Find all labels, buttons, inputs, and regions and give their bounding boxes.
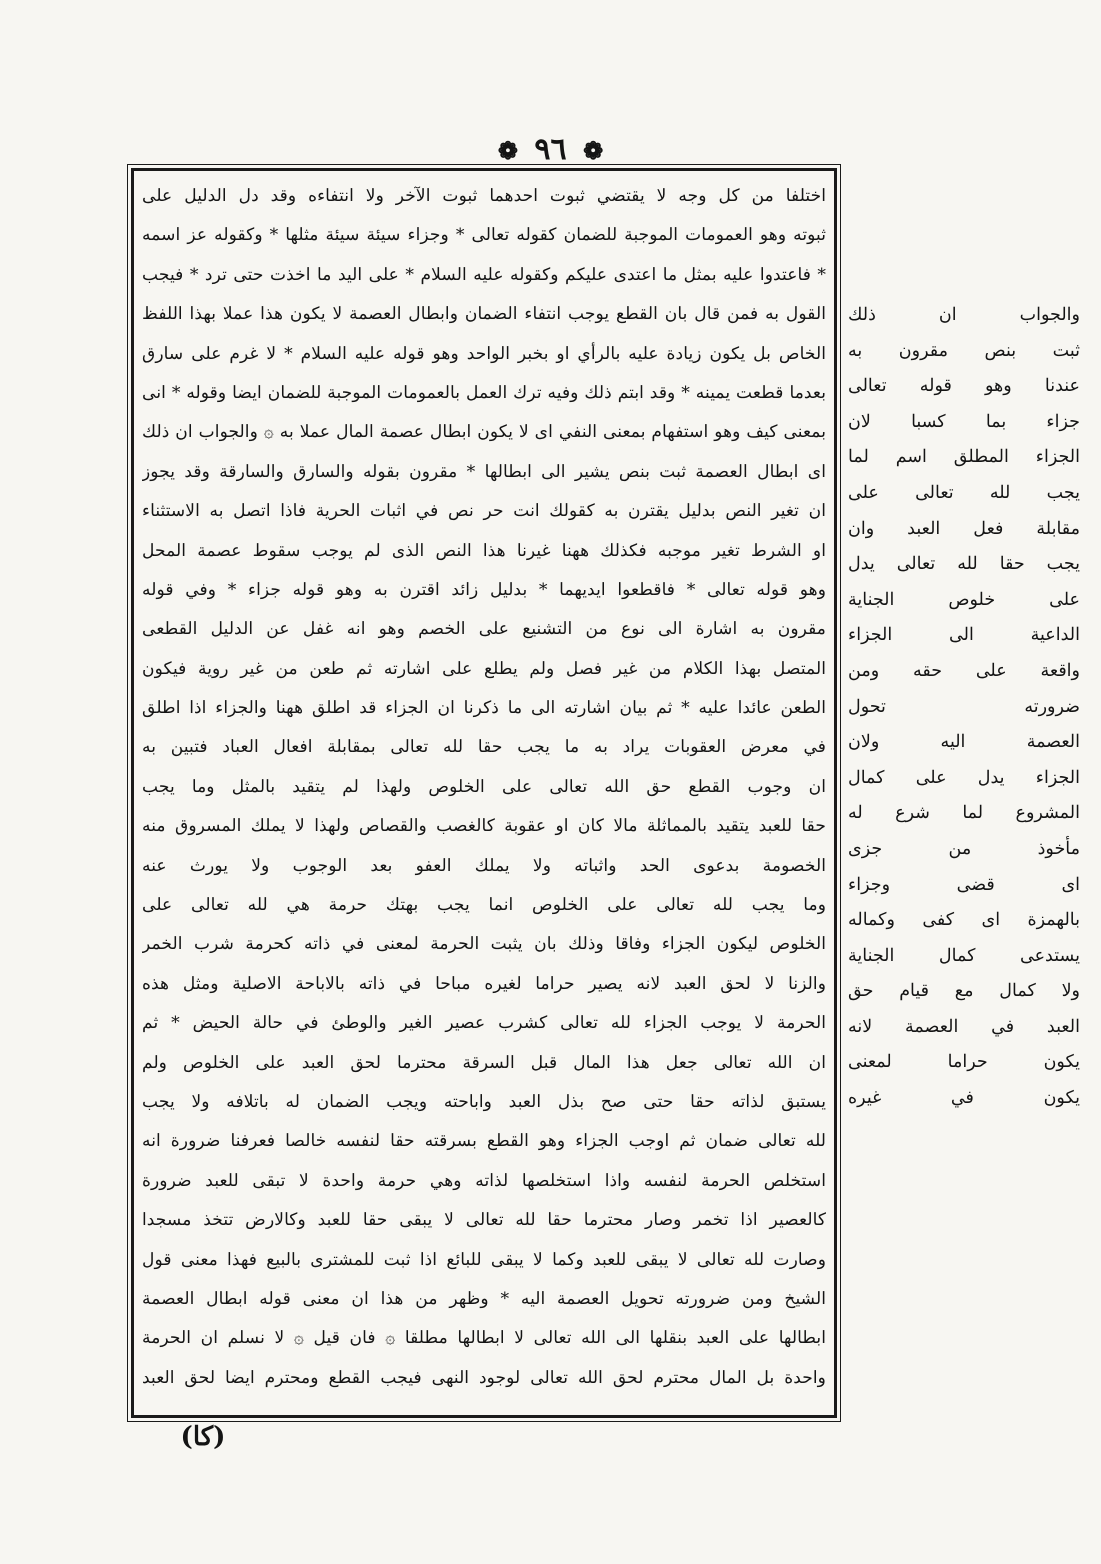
ornament-right-icon: ❁ xyxy=(583,136,604,165)
main-text-line: كالعصير اذا تخمر وصار محترما حقا لله تعالى لا يبقى حقا للعبد وكالارض تتخذ مسجدا xyxy=(142,1210,826,1231)
ornament-left-icon: ❁ xyxy=(497,136,518,165)
main-text-line: الخلوص ليكون الجزاء وفاقا وذلك بان يثبت الحرمة لمعنى في ذاته كحرمة شرب الخمر xyxy=(142,934,826,955)
margin-note-line: الداعية الى الجزاء xyxy=(848,625,1080,646)
margin-note-line: عندنا وهو قوله تعالى xyxy=(848,376,1080,397)
main-text-line: الطعن عائدا عليه * ثم بيان اشارته الى ما ذكرنا ان الجزاء قد اطلق ههنا والجزاء اذا اطلق xyxy=(142,698,826,719)
main-text-line: المتصل بهذا الكلام من غير فصل ولم يطلع على اشارته ثم طعن من غير روية فيكون xyxy=(142,658,826,679)
main-text-line: ان وجوب القطع حق الله تعالى على الخلوص ولهذا لم يتقيد بالمثل وما يجب xyxy=(142,776,826,797)
margin-commentary xyxy=(848,298,1080,1117)
margin-note-line: جزاء بما كسبا لان xyxy=(848,411,1080,432)
margin-note-line: يجب لله تعالى على xyxy=(848,482,1080,503)
margin-note-line: واقعة على حقه ومن xyxy=(848,660,1080,681)
main-text-line: حقا للعبد يتقيد بالمماثلة مالا كان او عقوبة كالغصب والقصاص ولهذا لا يملك المسروق منه xyxy=(142,816,826,837)
main-text-line: الحرمة لا يوجب الجزاء لله تعالى كشرب عصير الغير والوطئ في حالة الحيض * ثم xyxy=(142,1013,826,1034)
main-text-line: بمعنى كيف وهو استفهام بمعنى النفي اى لا يكون ابطال عصمة المال عملا به ۞ والجواب ان ذلك xyxy=(142,422,826,443)
margin-note-line: على خلوص الجناية xyxy=(848,589,1080,610)
main-text-body xyxy=(142,177,826,1409)
margin-note-line: اى قضى وجزاء xyxy=(848,874,1080,895)
main-text-line: او الشرط تغير موجبه فكذلك ههنا غيرنا هذا النص الذى لم يوجب سقوط عصمة المحل xyxy=(142,540,826,561)
main-text-line: ثبوته وهو العمومات الموجبة للضمان كقوله تعالى * وجزاء سيئة سيئة مثلها * وكقوله عز اسمه xyxy=(142,225,826,246)
main-text-line: في معرض العقوبات يراد به ما يجب حقا لله تعالى بمقابلة افعال العباد فتبين به xyxy=(142,737,826,758)
main-text-line: مقرون به اشارة الى نوع من التشنيع على الخصم وهو انه غفل عن الدليل القطعى xyxy=(142,619,826,640)
margin-note-line: بالهمزة اى كفى وكماله xyxy=(848,910,1080,931)
page-number: ٩٦ xyxy=(534,132,567,167)
margin-note-line: الجزاء المطلق اسم لما xyxy=(848,447,1080,468)
margin-note-line: المشروع لما شرع له xyxy=(848,803,1080,824)
margin-note-line: ضرورته تحول xyxy=(848,696,1080,717)
margin-note-line: والجواب ان ذلك xyxy=(848,305,1080,325)
margin-note-line: مأخوذ من جزى xyxy=(848,838,1080,859)
main-text-line: اختلفا من كل وجه لا يقتضي ثبوت احدهما ثبوت الآخر ولا انتفاءه وقد دل الدليل على xyxy=(142,186,826,206)
margin-note-line: يستدعى كمال الجناية xyxy=(848,945,1080,966)
margin-note-line: الجزاء يدل على كمال xyxy=(848,767,1080,788)
main-text-frame xyxy=(131,168,837,1418)
main-text-line: ان تغير النص بدليل يقترن به كقولك انت حر نص في اثبات الحرية فاذا اتصل به الاستثناء xyxy=(142,501,826,522)
margin-note-line: ولا كمال مع قيام حق xyxy=(848,981,1080,1002)
signature-mark: (كا) xyxy=(180,1422,226,1452)
main-text-line: الخاص بل يكون زيادة عليه بالرأي او بخبر الواحد وهو قوله عليه السلام * لا غرم على سارق xyxy=(142,343,826,364)
margin-note-line: ثبت بنص مقرون به xyxy=(848,340,1080,361)
main-text-line: استخلص الحرمة لنفسه واذا استخلصها لذاته وهي حرمة واحدة لا تبقى للعبد ضرورة xyxy=(142,1170,826,1191)
main-text-line: وصارت لله تعالى لا يبقى للعبد وكما لا يبقى للبائع اذا ثبت للمشترى بالبيع فهذا معنى قول xyxy=(142,1249,826,1270)
page-header xyxy=(0,132,1101,167)
margin-note-line: يكون في غيره xyxy=(848,1088,1080,1109)
main-text-line: القول به فمن قال بان القطع يوجب انتفاء الضمان وابطال العصمة لا يكون هذا عملا بهذا اللفظ xyxy=(142,304,826,325)
main-text-line: وهو قوله تعالى * فاقطعوا ايديهما * بدليل زائد اقترن به وهو قوله جزاء * وفي قوله xyxy=(142,579,826,600)
main-text-line: يستبق لذاته حقا حتى صح بذل العبد واباحته ويجب الضمان له باتلافه ولا يجب xyxy=(142,1091,826,1112)
margin-note-line: يجب حقا لله تعالى يدل xyxy=(848,554,1080,575)
margin-note-line: مقابلة فعل العبد وان xyxy=(848,518,1080,539)
main-text-line: الخصومة بدعوى الحد واثباته ولا يملك العفو بعد الوجوب ولا يورث عنه xyxy=(142,855,826,876)
main-text-line: * فاعتدوا عليه بمثل ما اعتدى عليكم وكقوله عليه السلام * على اليد ما اخذت حتى ترد * فيجب xyxy=(142,264,826,285)
main-text-line: لله تعالى ضمان ثم اوجب الجزاء وهو القطع بسرقته حقا لنفسه خالصا فعرفنا ضرورة انه xyxy=(142,1131,826,1152)
main-text-line: بعدما قطعت يمينه * وقد ابتم ذلك وفيه ترك العمل بالعمومات الموجبة للضمان ايضا وقوله * انى xyxy=(142,382,826,403)
main-text-line: ان الله تعالى جعل هذا المال قبل السرقة محترما لحق العبد على الخلوص ولم xyxy=(142,1052,826,1073)
main-text-line: اى ابطال العصمة ثبت بنص يشير الى ابطالها * مقرون بقوله والسارق والسارقة وقد يجوز xyxy=(142,461,826,482)
main-text-line: الشيخ ومن ضرورته تحويل العصمة اليه * وظهر من هذا ان معنى قوله ابطال العصمة xyxy=(142,1288,826,1309)
main-text-line: ابطالها على العبد بنقلها الى الله تعالى لا ابطالها مطلقا ۞ فان قيل ۞ لا نسلم ان الحرمة xyxy=(142,1328,826,1349)
margin-note-line: العصمة اليه ولان xyxy=(848,732,1080,753)
margin-note-line: يكون حراما لمعنى xyxy=(848,1052,1080,1073)
main-text-line: وما يجب لله تعالى على الخلوص انما يجب بهتك حرمة هي لله تعالى على xyxy=(142,895,826,916)
main-text-line: واحدة بل المال محترم لحق الله تعالى لوجود النهى فيجب القطع ومحترم ايضا لحق العبد xyxy=(142,1367,826,1388)
main-text-line: والزنا لا لحق العبد لانه يصير حراما لغيره مباحا في ذاته بالاباحة الاصلية ومثل هذه xyxy=(142,973,826,994)
margin-note-line: العبد في العصمة لانه xyxy=(848,1016,1080,1037)
